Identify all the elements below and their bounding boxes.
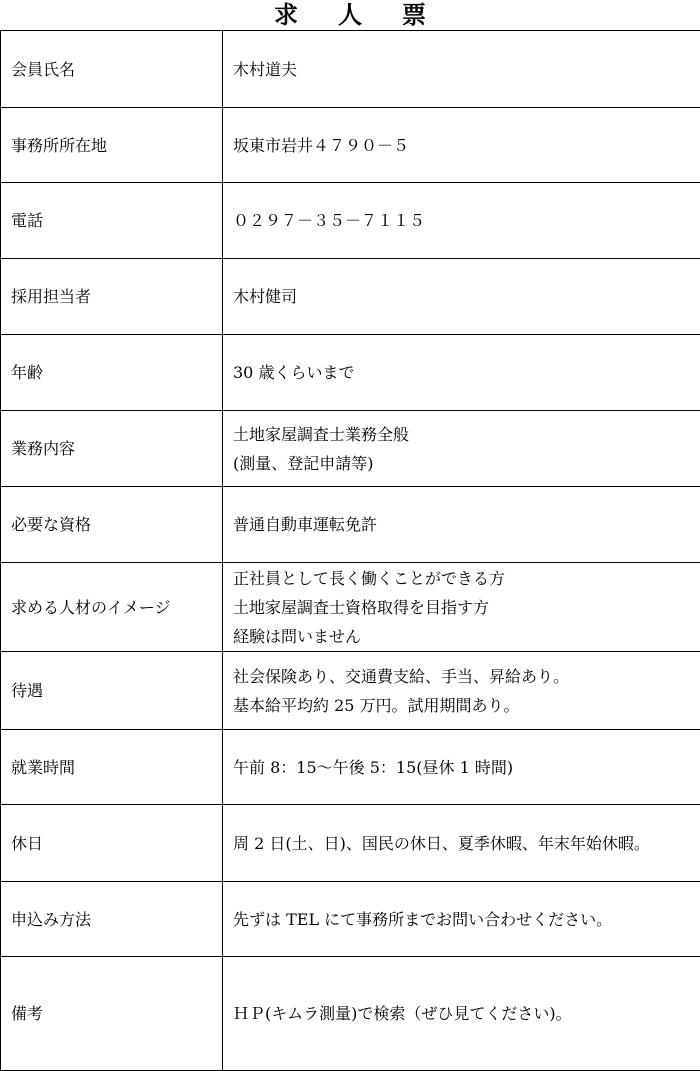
row-value xyxy=(223,411,700,487)
value-line: 経験は問いません xyxy=(233,626,362,646)
value-line: 周 2 日(土、日)、国民の休日、夏季休暇、年末年始休暇。 xyxy=(233,833,650,853)
value-line: 普通自動車運転免許 xyxy=(233,515,378,534)
row-age xyxy=(1,335,700,411)
value-line: 正社員として長く働くことができる方 xyxy=(233,568,506,588)
row-value xyxy=(223,487,700,563)
row-value xyxy=(223,259,700,335)
row-value xyxy=(223,882,700,957)
row-phone xyxy=(1,183,700,259)
row-label: 事務所所在地 xyxy=(1,108,223,183)
value-line: 木村健司 xyxy=(233,287,298,306)
value-line: 坂東市岩井４７９０－５ xyxy=(233,135,410,155)
row-value xyxy=(223,563,700,652)
row-label: 必要な資格 xyxy=(1,487,223,563)
row-label: 申込み方法 xyxy=(1,882,223,957)
row-working-hours xyxy=(1,730,700,805)
row-value xyxy=(223,183,700,259)
value-line: 社会保険あり、交通費支給、手当、昇給あり。 xyxy=(233,666,570,686)
row-application-method xyxy=(1,882,700,957)
row-label: 就業時間 xyxy=(1,730,223,805)
document-title: 求人票 xyxy=(274,1,466,29)
row-label: 年齢 xyxy=(1,335,223,411)
row-label: 会員氏名 xyxy=(1,31,223,108)
value-line: ＨＰ(キムラ測量)で検索（ぜひ見てください)。 xyxy=(233,1004,572,1023)
value-line: 土地家屋調査士資格取得を目指す方 xyxy=(233,597,490,617)
row-value xyxy=(223,730,700,805)
row-value xyxy=(223,108,700,183)
row-value xyxy=(223,805,700,882)
value-line: ０２９７－３５－７１１５ xyxy=(233,211,426,230)
value-line: 先ずは TEL にて事務所までお問い合わせください。 xyxy=(233,909,613,929)
row-value xyxy=(223,957,700,1071)
job-offer-table xyxy=(0,30,700,1071)
row-label: 備考 xyxy=(1,957,223,1071)
row-label: 業務内容 xyxy=(1,411,223,487)
value-line: 土地家屋調査士業務全般 xyxy=(233,424,410,444)
row-value xyxy=(223,652,700,730)
row-job-description xyxy=(1,411,700,487)
row-recruiter xyxy=(1,259,700,335)
row-label: 休日 xyxy=(1,805,223,882)
row-value xyxy=(223,335,700,411)
row-value xyxy=(223,31,700,108)
row-label: 待遇 xyxy=(1,652,223,730)
value-line: 木村道夫 xyxy=(233,59,298,79)
row-label: 電話 xyxy=(1,183,223,259)
row-remarks xyxy=(1,957,700,1071)
row-office-address xyxy=(1,108,700,183)
value-line: 30 歳くらいまで xyxy=(233,363,355,382)
value-line: 午前 8：15～午後 5：15(昼休 1 時間) xyxy=(233,757,514,777)
row-member-name xyxy=(1,31,700,108)
value-line: 基本給平均約 25 万円。試用期間あり。 xyxy=(233,695,520,715)
row-benefits xyxy=(1,652,700,730)
row-desired-candidate xyxy=(1,563,700,652)
row-label: 求める人材のイメージ xyxy=(1,563,223,652)
row-holidays xyxy=(1,805,700,882)
value-line: (測量、登記申請等) xyxy=(233,453,374,473)
row-label: 採用担当者 xyxy=(1,259,223,335)
row-required-qualifications xyxy=(1,487,700,563)
